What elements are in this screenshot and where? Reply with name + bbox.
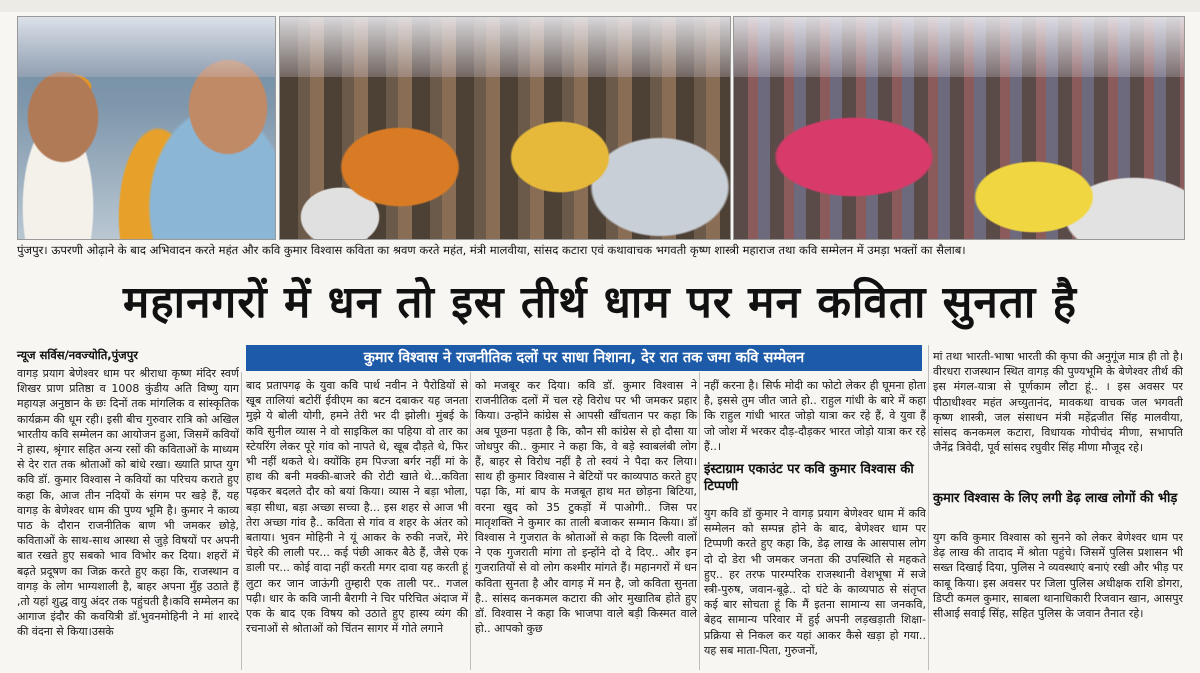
column-text: युग कवि कुमार विश्वास को सुनने को लेकर बेणेश्वर धाम पर डेढ़ लाख की तादाद में श्रोता पहुंचे। जिसमें पुलिस प्रशासन भी सख्त दिखाई दिया, पुलिस ने व्यवस्थाएं बनाएं रखी और भीड़ पर काबू किया। इस अवसर पर जिला पुलिस अधीक्षक राशि डोगरा, डिप्टी कमल कुमार, साबला थानाधिकारी रिजवान खान, आसपुर सीआई सवाई सिंह, सहित पुलिस के जवान तैनात रहे। xyxy=(933,531,1183,621)
instagram-box-heading: इंस्टाग्राम एकाउंट पर कवि कुमार विश्वास की टिप्पणी xyxy=(704,462,914,494)
byline: न्यूज सर्विस/नवज्योति,पुंजपुर xyxy=(17,348,138,362)
column-divider xyxy=(470,372,471,670)
article-column-3 xyxy=(475,378,697,670)
photo-crowd xyxy=(733,16,1185,240)
column-divider xyxy=(928,345,929,670)
column-text: को मजबूर कर दिया। कवि डॉ. कुमार विश्वास ने राजनीतिक दलों में चल रहे विरोध पर भी जमकर प्रहार किया। उन्होंने कांग्रेस से आपसी खींचतान पर कहा कि अब पूछना पड़ता है कि, कौन सी कांग्रेस से हो दौसा या जोधपुर की.. कुमार ने कहा कि, वे बड़े स्वाबलंबी लोग हैं, बाहर से विरोध नहीं है तो स्वयं ने पैदा कर लिया। साथ ही कुमार विश्वास ने बेटियों पर काव्यपाठ करते हुए पढ़ा कि, मां बाप के मजबूत हाथ मत छोड़ना बिटिया, वरना खुद को 35 टुकड़ों में पाओगी.. जिस पर मातृशक्ति ने कुमार का ताली बजाकर सम्मान किया। डॉ विश्वास ने गुजरात के श्रोताओं से कहा कि दिल्ली वालों ने एक गुजराती मांगा तो इन्होंने दो दे दिए.. और इन गुजरातियों से वो लोग कश्मीर मांगते हैं। महानगरों में धन कविता सुनता है और वागड़ में मन है, जो कविता सुनता है.. सांसद कनकमल कटारा की ओर मुखातिब होते हुए डॉ. विश्वास ने कहा कि भाजपा वाले बड़ी किस्मत वाले हो.. आपको कुछ xyxy=(475,379,697,636)
column-text: मां तथा भारती-भाषा भारती की कृपा की अनुगूंज मात्र ही तो है। वीरधरा राजस्थान स्थित वागड़ की पुण्यभूमि के बेणेश्वर तीर्थ की इस मंगल-यात्रा से पूर्णकाम लौटा हूं.. । इस अवसर पर पीठाधीश्वर महंत अच्युतानंद, मावकथा वाचक जल भगवती कृष्ण शास्त्री, जल संसाधन मंत्री महेंद्रजीत सिंह मालवीया, सांसद कनकमल कटारा, विधायक गोपीचंद मीणा, सभापति जैनेंद्र त्रिवेदी, पूर्व सांसद रघुवीर सिंह मीणा मौजूद रहे। xyxy=(933,350,1183,455)
article-column-4-bottom xyxy=(704,506,926,670)
column-text: युग कवि डॉ कुमार ने वागड़ प्रयाग बेणेश्वर धाम में कवि सम्मेलन को सम्पन्न होने के बाद, बेणेश्वर धाम पर टिप्पणी करते हुए कहा कि, डेढ़ लाख के आसपास लोग दो दो डेरा भी जमकर जनता की उपस्थिति से महकते हुए.. हर तरफ पारम्परिक राजस्थानी वेशभूषा में सजे स्त्री-पुरुष, जवान-बूढ़े.. दो घंटे के काव्यपाठ से संतृप्त कई बार सोचता हूं कि मैं इतना सामान्य सा जनकवि, बेहद सामान्य परिवार में हुई अपनी लड़खड़ाती शिक्षा-प्रक्रिया से निकल कर यहां आकर कैसे खड़ा हो गया.. यह सब माता-पिता, गुरुजनों, xyxy=(704,507,926,657)
photo-mahant-kumar-vishwas xyxy=(17,16,276,240)
article-column-5-top xyxy=(933,349,1183,489)
headline: महानगरों में धन तो इस तीर्थ धाम पर मन कविता सुनता है xyxy=(123,277,1077,328)
column-divider xyxy=(241,372,242,670)
column-text: बाद प्रतापगढ़ के युवा कवि पार्थ नवीन ने पैरोडियों से खूब तालियां बटोरीं ईवीएम का बटन दबाकर यह जनता मुझे ये बोली योगी, हमने तेरी भर दी झोली। मुंबई के कवि सुनील व्यास ने वो साइकिल का पहिया वो तार का स्टेयरिंग लेकर पूरे गांव को नापते थे, खूब दौड़ते थे, फिर भी नहीं थकते थे। क्योंकि हम पिज्जा बर्गर नहीं मां के हाथ की बनी मक्की-बाजरे की रोटी खाते थे...कविता पढ़कर बदलते दौर को बयां किया। व्यास ने बड़ा भोला, बड़ा सीधा, बड़ा अच्छा सच्चा है... इस शहर से आज भी तेरा अच्छा गांव है.. कविता से गांव व शहर के अंतर को बताया। भुवन मोहिनी ने यूं आकर के रुकी नजरें, मेरे चेहरे की लाली पर... कई पंछी आकर बैठे हैं, जैसे एक डाली पर... कोई वादा नहीं करती मगर दावा यह करती हूं लुटा कर जान जाऊंगी तुम्हारी एक ताली पर.. गजल पढ़ी। धार के कवि जानी बैरागी ने चिर परिचित अंदाज में एक के बाद एक विषय को उठाते हुए हास्य व्यंग की रचनाओं से श्रोताओं को चिंतन सागर में गोते लगाने xyxy=(246,379,468,636)
article-column-5-bottom xyxy=(933,530,1183,670)
column-divider xyxy=(699,372,700,670)
article-column-1 xyxy=(17,366,239,670)
crowd-box-heading: कुमार विश्वास के लिए लगी डेढ़ लाख लोगों की भीड़ xyxy=(933,491,1178,506)
article-column-4-top xyxy=(704,378,926,456)
column-text: नहीं करना है। सिर्फ मोदी का फोटो लेकर ही घूमना होता है, इससे तुम जीत जाते हो.. राहुल गांधी के बारे में कहा कि राहुल गांधी भारत जोड़ो यात्रा कर रहे हैं, वे युवा हैं जो जोश में भरकर दौड़-दौड़कर भारत जोड़ो यात्रा कर रहे हैं..। xyxy=(704,379,926,453)
subheadline-banner: कुमार विश्वास ने राजनीतिक दलों पर साधा निशाना, देर रात तक जमा कवि सम्मेलन xyxy=(246,345,922,371)
photo-stage-audience xyxy=(279,16,731,240)
previous-page-strip xyxy=(0,0,1200,12)
article-column-2 xyxy=(246,378,468,670)
column-text: वागड़ प्रयाग बेणेश्वर धाम पर श्रीराधा कृष्ण मंदिर स्वर्ण शिखर प्राण प्रतिष्ठा व 1008 कुंडीय अति विष्णु याग महायज्ञ अनुष्ठान के छः दिनों तक मांगलिक व सांस्कृतिक कार्यक्रम की धूम रही। इसी बीच गुरुवार रात्रि को अखिल भारतीय कवि सम्मेलन का आयोजन हुआ, जिसमें कवियों ने हास्य, श्रृंगार सहित अन्य रसों की कविताओं के माध्यम से देर रात तक श्रोताओं को बांधे रखा। ख्याति प्राप्त युग कवि डॉ. कुमार विश्वास ने कवियों का परिचय कराते हुए कहा कि, आज तीन नदियों के संगम पर खड़े हैं, यह वागड़ के बेणेश्वर धाम की पुण्य भूमि है। कुमार ने काव्य पाठ के दौरान राजनीतिक बाण भी जमकर छोड़े, कविताओं के साथ-साथ आस्था से जुड़े विषयों पर अपनी बात रखते हुए सबको भाव विभोर कर दिया। शहरों में बढ़ते प्रदूषण का जिक्र करते हुए कहा कि, राजस्थान व वागड़ के लोग भाग्यशाली है, बाहर अपना मुँह उठाते हैं ,तो यहां शुद्ध वायु अंदर तक पहुंचती है।कवि सम्मेलन का आगाज इंदौर की कवयित्री डॉ.भुवनमोहिनी ने मां शारदे की वंदना से किया।उसके xyxy=(17,367,239,639)
photo-caption: पुंजपुर। ऊपरणी ओढ़ाने के बाद अभिवादन करते महंत और कवि कुमार विश्वास कविता का श्रवण करते महंत, मंत्री मालवीया, सांसद कटारा एवं कथावाचक भगवती कृष्ण शास्त्री महाराज तथा कवि सम्मेलन में उमड़ा भक्तों का सैलाब। xyxy=(17,243,966,257)
